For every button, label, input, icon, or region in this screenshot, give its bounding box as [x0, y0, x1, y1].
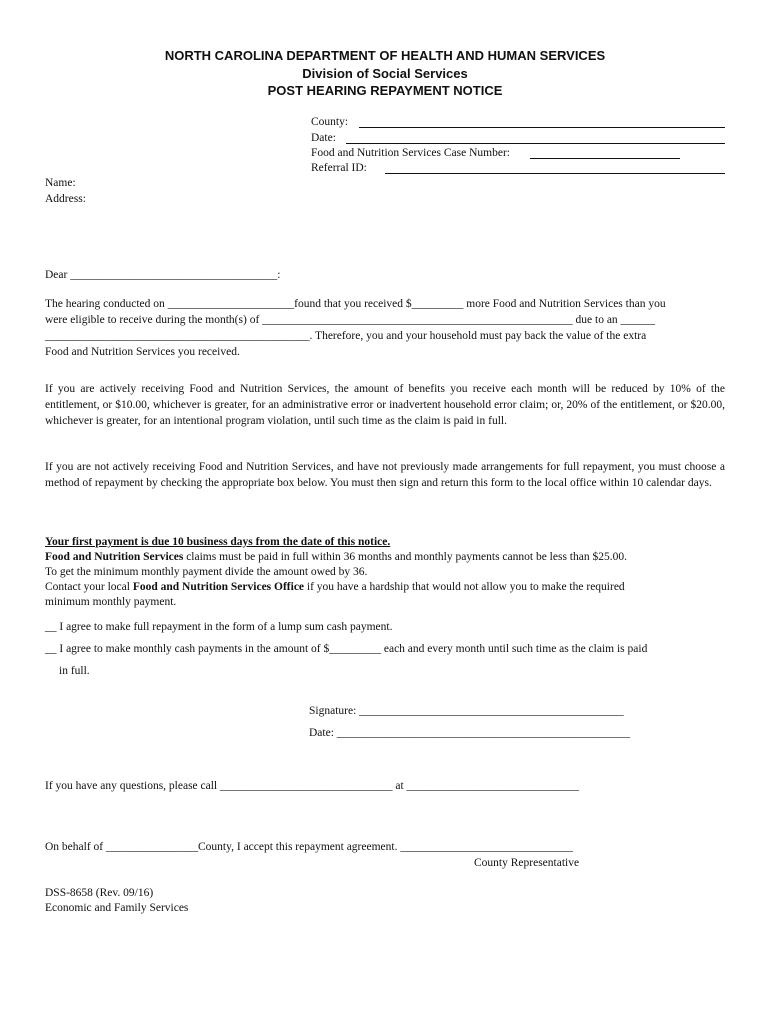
- date-field[interactable]: [346, 143, 725, 144]
- active-recipient-paragraph: If you are actively receiving Food and Nutrition Services, the amount of benefits you receive each month will be reduced by 10% of the entitlement, or $10.00, whichever is greater, for an administrative error or inadvertent household error claim; or, 20% of the entitlement, or $20.00, whichever is greater, for an intentional program violation, until such time as the claim is paid in full.: [45, 383, 725, 427]
- dear-name-field[interactable]: ____________________________________:: [70, 269, 281, 281]
- form-title: POST HEARING REPAYMENT NOTICE: [267, 83, 503, 98]
- county-label: County:: [311, 116, 349, 128]
- division-title: Division of Social Services: [302, 66, 468, 81]
- name-label: Name:: [45, 177, 76, 189]
- agency-title: NORTH CAROLINA DEPARTMENT OF HEALTH AND HUMAN SERVICES: [164, 48, 606, 63]
- address-label: Address:: [45, 193, 86, 205]
- hardship-contact-cont: minimum monthly payment.: [45, 596, 177, 608]
- hearing-line-4: Food and Nutrition Services you received.: [45, 346, 240, 358]
- hearing-fields[interactable]: ______________________found that you received $_________ more Food and Nutrition Services than you: [167, 298, 666, 310]
- county-representative-label: County Representative: [474, 857, 580, 869]
- date-label: Date:: [311, 132, 336, 144]
- behalf-line[interactable]: On behalf of ________________County, I accept this repayment agreement. ______________________________: [45, 841, 573, 853]
- case-number-label: Food and Nutrition Services Case Number:: [311, 147, 510, 159]
- hearing-line-3[interactable]: ______________________________________________. Therefore, you and your household must pay back the value of the extra: [45, 330, 647, 342]
- contact-pre: Contact your local: [45, 581, 133, 593]
- option-monthly-cont: in full.: [59, 665, 90, 677]
- minimum-payment-rule: To get the minimum monthly payment divide the amount owed by 36.: [45, 566, 368, 578]
- signature-date-field[interactable]: Date: ___________________________________________________: [309, 727, 631, 739]
- contact-post: if you have a hardship that would not allow you to make the required: [304, 581, 625, 593]
- department-name: Economic and Family Services: [45, 902, 189, 914]
- claims-program: Food and Nutrition Services: [45, 551, 184, 563]
- first-payment-notice: Your first payment is due 10 business days from the date of this notice.: [45, 536, 391, 548]
- hearing-text: The hearing conducted on: [45, 298, 165, 310]
- contact-office: Food and Nutrition Services Office: [132, 581, 305, 593]
- option-lump-sum[interactable]: __ I agree to make full repayment in the form of a lump sum cash payment.: [45, 621, 393, 633]
- inactive-recipient-paragraph: If you are not actively receiving Food and Nutrition Services, and have not previously made arrangements for full repayment, you must choose a method of repayment by checking the appropriate box below. You must then sign and return this form to the local office within 10 calendar days.: [45, 461, 725, 489]
- hearing-line-2[interactable]: were eligible to receive during the month(s) of ______________________________________________________ due to an ______: [45, 314, 656, 326]
- signature-field[interactable]: Signature: ______________________________________________: [309, 705, 624, 717]
- dear-label: Dear: [45, 269, 68, 281]
- referral-id-label: Referral ID:: [311, 162, 367, 174]
- claims-rest: claims must be paid in full within 36 months and monthly payments cannot be less than $25.00.: [183, 551, 627, 563]
- case-number-field[interactable]: [530, 158, 680, 159]
- option-monthly[interactable]: __ I agree to make monthly cash payments in the amount of $_________ each and every month until such time as the claim is paid: [45, 643, 648, 655]
- salutation: [45, 268, 280, 283]
- county-field[interactable]: [359, 127, 725, 128]
- hardship-contact: [45, 580, 625, 595]
- questions-line[interactable]: If you have any questions, please call ______________________________ at ______________________________: [45, 780, 580, 792]
- referral-id-field[interactable]: [385, 173, 725, 174]
- hearing-line-1: [45, 297, 666, 312]
- claims-rule: [45, 550, 627, 565]
- form-number: DSS-8658 (Rev. 09/16): [45, 887, 154, 899]
